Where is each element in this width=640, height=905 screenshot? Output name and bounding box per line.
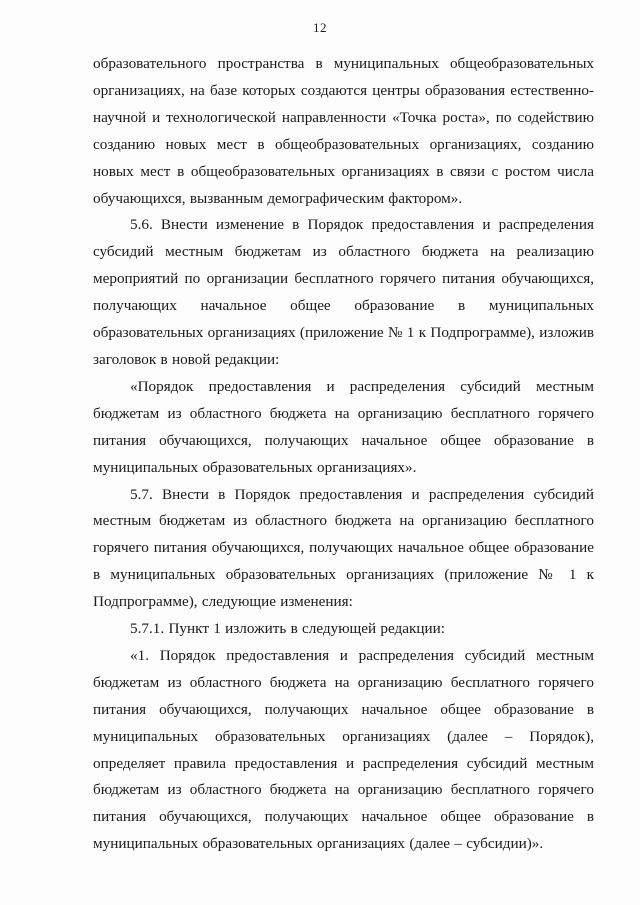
page-number: 12 xyxy=(313,20,327,35)
document-body xyxy=(93,51,594,858)
paragraph-point-1: «1. Порядок предоставления и распределения субсидий местным бюджетам из областного бюджета на организацию бесплатного горячего питания обучающихся, получающих начальное общее образование в муниципальных образовательных организациях (далее – Порядок), определяет правила предоставления и распределения субсидий местным бюджетам из областного бюджета на организацию бесплатного горячего питания обучающихся, получающих начальное общее образование в муниципальных образовательных организациях (далее – субсидии)». xyxy=(93,646,594,853)
paragraph-5-6: 5.6. Внести изменение в Порядок предоставления и распределения субсидий местным бюджетам из областного бюджета на реализацию мероприятий по организации бесплатного горячего питания обучающихся, получающих начальное общее образование в муниципальных образовательных организациях (приложение № 1 к Подпрограмме), изложив заголовок в новой редакции: xyxy=(93,216,594,368)
paragraph-5-7: 5.7. Внести в Порядок предоставления и распределения субсидий местным бюджетам из областного бюджета на организацию бесплатного горячего питания обучающихся, получающих начальное общее образование в муниципальных образовательных организациях (приложение № 1 к Подпрограмме), следующие изменения: xyxy=(93,485,594,611)
paragraph-continuation: образовательного пространства в муниципальных общеобразовательных организациях, на базе которых создаются центры образования естественно-научной и технологической направленности «Точка роста», по содействию созданию новых мест в общеобразовательных организациях, созданию новых мест в общеобразовательных организациях в связи с ростом числа обучающихся, вызванным демографическим фактором». xyxy=(93,55,594,207)
paragraph-5-7-1: 5.7.1. Пункт 1 изложить в следующей редакции: xyxy=(130,620,446,638)
paragraph-new-title: «Порядок предоставления и распределения субсидий местным бюджетам из областного бюджета на организацию бесплатного горячего питания обучающихся, получающих начальное общее образование в муниципальных образовательных организациях». xyxy=(93,377,594,476)
